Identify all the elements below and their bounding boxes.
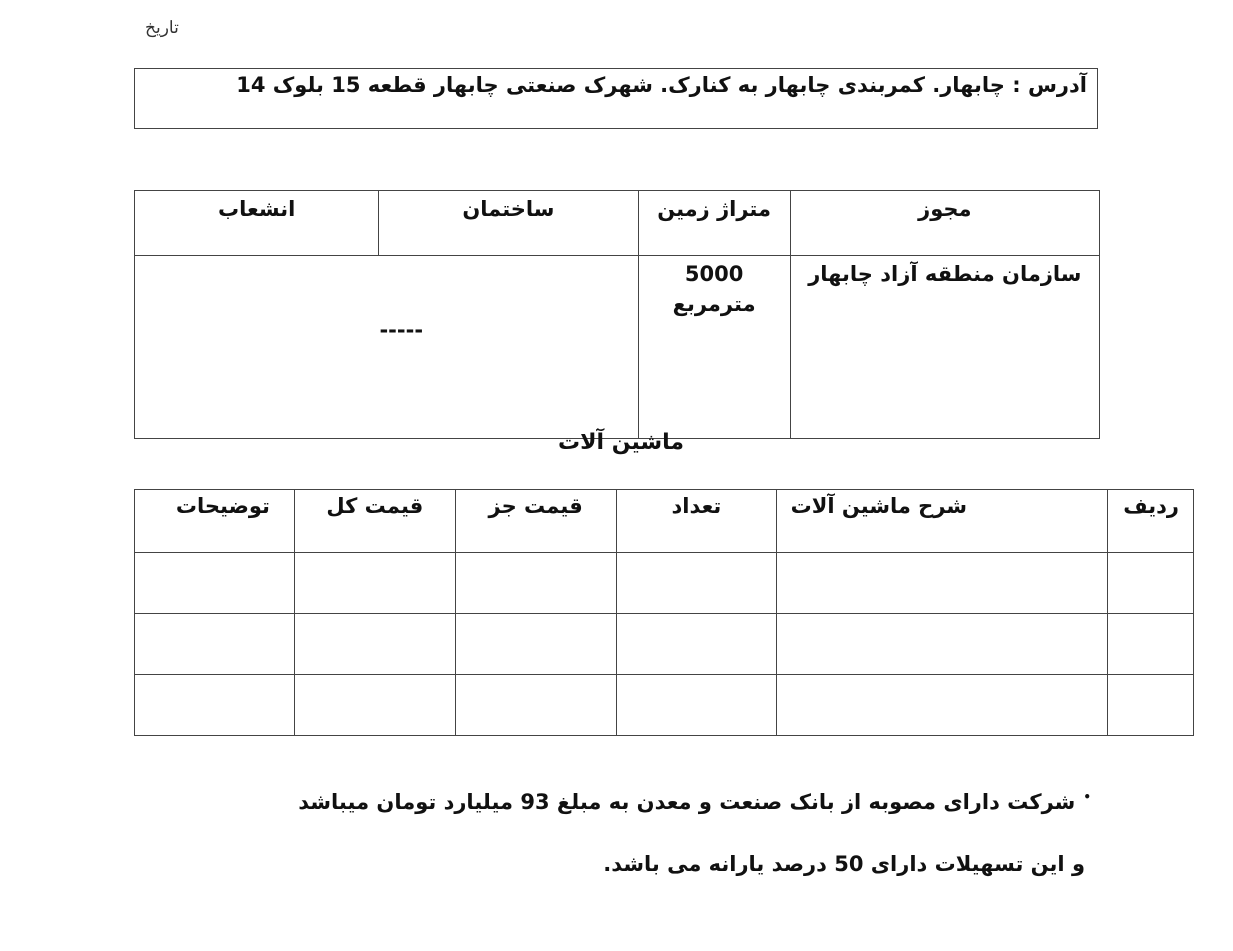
cell <box>616 675 777 736</box>
cell-building-connection: ----- <box>135 256 639 439</box>
cell-license: سازمان منطقه آزاد چابهار <box>790 256 1099 439</box>
cell <box>616 553 777 614</box>
cell <box>1108 675 1194 736</box>
cell <box>777 675 1108 736</box>
table-header-row <box>135 191 1100 256</box>
table-row <box>135 614 1194 675</box>
cell <box>777 614 1108 675</box>
machinery-table <box>134 489 1194 736</box>
cell <box>294 553 455 614</box>
cell <box>294 614 455 675</box>
header-row-number: ردیف <box>1108 490 1194 553</box>
land-area-unit: مترمربع <box>672 292 756 316</box>
header-unit-price: قیمت جز <box>455 490 616 553</box>
cell <box>135 553 295 614</box>
cell <box>455 675 616 736</box>
header-connection: انشعاب <box>135 191 379 256</box>
note-subsidy: و این تسهیلات دارای 50 درصد یارانه می باشد. <box>603 852 1085 876</box>
table-header-row <box>135 490 1194 553</box>
cell <box>1108 614 1194 675</box>
header-building: ساختمان <box>379 191 638 256</box>
machinery-title: ماشین آلات <box>558 430 684 455</box>
cell <box>135 614 295 675</box>
header-license: مجوز <box>790 191 1099 256</box>
cell <box>1108 553 1194 614</box>
cell <box>135 675 295 736</box>
table-row <box>135 553 1194 614</box>
note-loan-approval <box>298 790 1091 814</box>
header-quantity: تعداد <box>616 490 777 553</box>
address-box <box>134 68 1098 129</box>
cell-land-area <box>638 256 790 439</box>
cell <box>777 553 1108 614</box>
table-row <box>135 256 1100 439</box>
bullet-icon: • <box>1083 790 1091 804</box>
property-info-table <box>134 190 1100 439</box>
header-notes: توضیحات <box>135 490 295 553</box>
cell <box>294 675 455 736</box>
table-row <box>135 675 1194 736</box>
cell <box>455 553 616 614</box>
date-label: تاریخ <box>145 18 179 38</box>
header-land-area: متراژ زمین <box>638 191 790 256</box>
cell <box>616 614 777 675</box>
note-line-1: شرکت دارای مصوبه از بانک صنعت و معدن به مبلغ 93 میلیارد تومان میباشد <box>298 790 1076 814</box>
header-total-price: قیمت کل <box>294 490 455 553</box>
land-area-value: 5000 <box>684 262 744 286</box>
address-text: آدرس : چابهار. کمربندی چابهار به کنارک. شهرک صنعتی چابهار قطعه 15 بلوک 14 <box>236 73 1087 97</box>
header-description: شرح ماشین آلات <box>777 490 1108 553</box>
cell <box>455 614 616 675</box>
